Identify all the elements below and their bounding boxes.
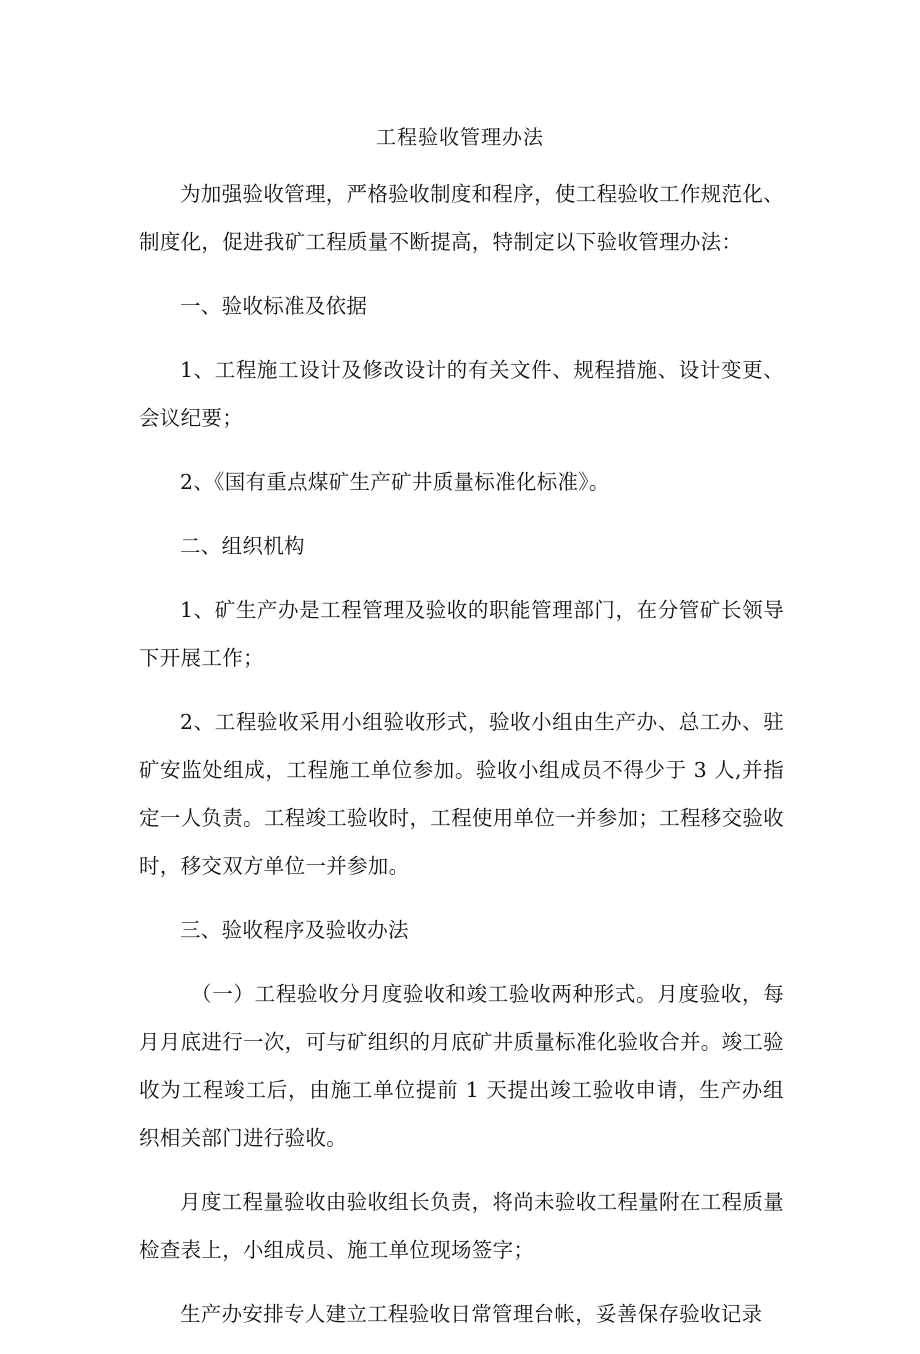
section-heading-standards: 一、验收标准及依据 — [180, 294, 368, 318]
organization-item-2: 2、工程验收采用小组验收形式，验收小组由生产办、总工办、驻矿安监处组成，工程施工单位参加。验收小组成员不得少于 3 人,并指定一人负责。工程竣工验收时，工程使用单位一并参加；工程移交验收时，移交双方单位一并参加。 — [139, 710, 784, 878]
intro-paragraph: 为加强验收管理，严格验收制度和程序，使工程验收工作规范化、制度化，促进我矿工程质量不断提高，特制定以下验收管理办法： — [139, 182, 784, 254]
document-body — [139, 170, 784, 1354]
organization-item-1: 1、矿生产办是工程管理及验收的职能管理部门，在分管矿长领导下开展工作； — [139, 598, 784, 670]
standards-item-1: 1、工程施工设计及修改设计的有关文件、规程措施、设计变更、会议纪要； — [139, 358, 784, 430]
ledger-paragraph: 生产办安排专人建立工程验收日常管理台帐，妥善保存验收记录 — [180, 1302, 763, 1326]
standards-item-2: 2、《国有重点煤矿生产矿井质量标准化标准》。 — [180, 470, 610, 494]
section-heading-procedure: 三、验收程序及验收办法 — [180, 918, 409, 942]
monthly-acceptance-paragraph: 月度工程量验收由验收组长负责，将尚未验收工程量附在工程质量检查表上，小组成员、施工单位现场签字； — [139, 1190, 784, 1262]
document-title: 工程验收管理办法 — [376, 125, 544, 149]
procedure-item-1: （一）工程验收分月度验收和竣工验收两种形式。月度验收，每月月底进行一次，可与矿组织的月底矿井质量标准化验收合并。竣工验收为工程竣工后，由施工单位提前 1 天提出竣工验收申请，生产办组织相关部门进行验收。 — [139, 982, 784, 1150]
section-heading-organization: 二、组织机构 — [180, 534, 305, 558]
